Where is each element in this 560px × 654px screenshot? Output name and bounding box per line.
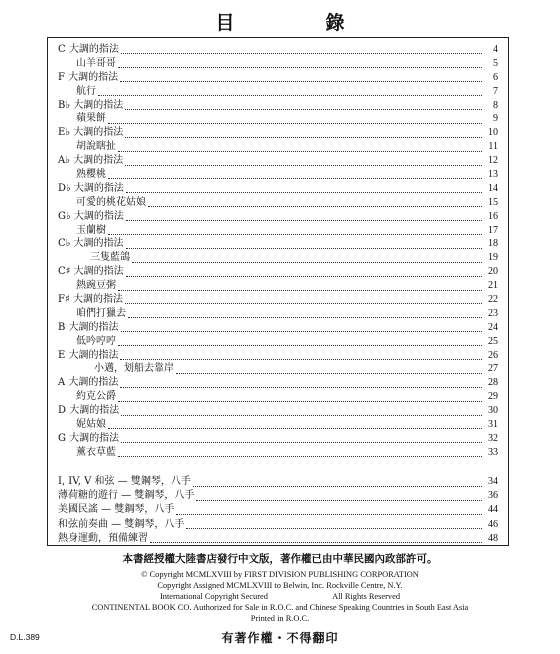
toc-entry-page: 10 [488, 127, 498, 139]
toc-entry [58, 126, 498, 140]
toc-entry-page: 7 [493, 85, 498, 97]
toc-entry-title: A 大調的指法 [58, 377, 119, 389]
toc-entry [58, 321, 498, 335]
toc-entry [58, 418, 498, 432]
dot-leader [120, 351, 482, 360]
dot-leader [126, 240, 482, 249]
dot-leader [128, 309, 482, 318]
toc-entry-title: G♭ 大調的指法 [58, 210, 124, 222]
toc-entry-page: 44 [488, 504, 498, 516]
toc-entry-page: 33 [488, 446, 498, 458]
dot-leader [118, 393, 482, 402]
toc-entry [58, 196, 498, 210]
dot-leader [126, 184, 482, 193]
toc-entry [58, 210, 498, 224]
dot-leader [121, 407, 482, 416]
dot-leader [121, 434, 482, 443]
toc-entry [58, 362, 498, 376]
toc-entry [58, 432, 498, 446]
toc-entry-title: 妮姑娘 [76, 419, 106, 431]
toc-entry-page: 20 [488, 266, 498, 278]
dot-leader [148, 198, 482, 207]
toc-entry-title: E 大調的指法 [58, 349, 119, 361]
toc-list [58, 43, 498, 460]
toc-entry-page: 8 [493, 99, 498, 111]
dot-leader [125, 129, 482, 138]
toc-entry-page: 12 [488, 155, 498, 167]
toc-entry [58, 140, 498, 154]
dot-leader [120, 379, 482, 388]
toc-entry [58, 112, 498, 126]
toc-entry [58, 85, 498, 99]
toc-entry-title: C♭ 大調的指法 [58, 238, 124, 250]
toc-entry-page: 27 [488, 363, 498, 375]
license-notice: 本書經授權大陸書店發行中文版，著作權已由中華民國內政部許可。 [122, 553, 438, 565]
dot-leader [121, 323, 482, 332]
toc-extra-list [58, 475, 498, 546]
toc-entry-page: 46 [488, 518, 498, 530]
toc-entry [58, 99, 498, 113]
all-rights-reserved: All Rights Reserved [332, 592, 401, 601]
toc-entry-page: 25 [488, 335, 498, 347]
toc-entry-title: F♯ 大調的指法 [58, 294, 123, 306]
dot-leader [108, 170, 482, 179]
dot-leader [118, 337, 482, 346]
toc-entry-title: B 大調的指法 [58, 321, 119, 333]
toc-entry-title: 航行 [76, 85, 96, 97]
toc-entry-title: D♭ 大調的指法 [58, 182, 124, 194]
dot-leader [98, 87, 482, 96]
dot-leader [118, 282, 482, 291]
toc-entry [58, 43, 498, 57]
toc-entry [58, 404, 498, 418]
toc-entry-title: 熱身運動，預備練習 [58, 532, 148, 544]
toc-entry [58, 518, 498, 532]
toc-entry-page: 21 [488, 280, 498, 292]
toc-entry-title: A♭ 大調的指法 [58, 155, 124, 167]
toc-entry [58, 251, 498, 265]
toc-entry-page: 5 [493, 57, 498, 69]
dot-leader [193, 478, 482, 487]
table-of-contents [47, 37, 509, 546]
toc-entry-page: 34 [488, 476, 498, 487]
dot-leader [196, 492, 482, 501]
toc-entry [58, 57, 498, 71]
toc-entry-page: 29 [488, 391, 498, 403]
dot-leader [118, 448, 482, 457]
toc-entry-title: 山羊哥哥 [76, 57, 116, 69]
dot-leader [108, 226, 482, 235]
toc-entry-page: 36 [488, 490, 498, 502]
toc-entry [58, 182, 498, 196]
dot-leader [125, 101, 482, 110]
toc-entry-title: 小邁，划船去靠岸 [94, 363, 174, 375]
copyright-assignment: Copyright Assigned MCMLXVIII to Belwin, Inc. Rockville Centre, N.Y. [157, 581, 403, 590]
toc-entry [58, 307, 498, 321]
toc-entry [58, 532, 498, 546]
dot-leader [125, 295, 482, 304]
toc-entry-title: C 大調的指法 [58, 44, 119, 55]
toc-entry-page: 26 [488, 349, 498, 361]
toc-entry-page: 48 [488, 532, 498, 544]
toc-entry [58, 489, 498, 503]
toc-entry-title: 三隻藍鴿 [90, 252, 130, 264]
toc-entry [58, 237, 498, 251]
dot-leader [118, 59, 482, 68]
dot-leader [120, 73, 482, 82]
toc-entry-title: D 大調的指法 [58, 405, 120, 417]
toc-entry-page: 18 [488, 238, 498, 250]
toc-entry-page: 22 [488, 294, 498, 306]
dot-leader [126, 268, 482, 277]
toc-entry-title: I, IV, V 和弦 — 雙鋼琴，八手 [58, 476, 191, 487]
distribution-notice: CONTINENTAL BOOK CO. Authorized for Sale in R.O.C. and Chinese Speaking Countries in South East Asia [91, 603, 469, 612]
international-copyright: International Copyright Secured [159, 592, 268, 601]
toc-entry [58, 390, 498, 404]
toc-entry-title: 低吟哼哼 [76, 335, 116, 347]
toc-entry [58, 279, 498, 293]
toc-entry-title: B♭ 大調的指法 [58, 99, 124, 111]
printed-in: Printed in R.O.C. [250, 614, 310, 623]
dot-leader [176, 506, 482, 515]
toc-entry [58, 265, 498, 279]
toc-entry-page: 16 [488, 210, 498, 222]
toc-entry-title: F 大調的指法 [58, 71, 119, 83]
toc-entry-title: 可愛的桃花姑娘 [76, 196, 146, 208]
dot-leader [108, 115, 482, 124]
toc-entry-page: 31 [488, 419, 498, 431]
copyright-line: © Copyright MCMLXVIII by FIRST DIVISION PUBLISHING CORPORATION [141, 570, 419, 579]
toc-entry [58, 335, 498, 349]
toc-entry [58, 475, 498, 489]
toc-entry-page: 11 [488, 141, 498, 153]
toc-entry-page: 17 [488, 224, 498, 236]
dot-leader [118, 143, 482, 152]
toc-entry [58, 71, 498, 85]
dot-leader [121, 45, 482, 54]
toc-entry-title: 咱們打獵去 [76, 307, 126, 319]
toc-entry-title: E♭ 大調的指法 [58, 127, 124, 139]
toc-entry-page: 6 [493, 71, 498, 83]
dot-leader [108, 420, 482, 429]
dot-leader [186, 520, 482, 529]
toc-entry-page: 9 [493, 113, 498, 125]
toc-entry-page: 15 [488, 196, 498, 208]
toc-entry-title: 和弦前奏曲 — 雙鋼琴，八手 [58, 518, 185, 530]
toc-entry-title: 蘋果餅 [76, 113, 106, 125]
copyright-secured [0, 592, 560, 603]
toc-entry-title: 薰衣草藍 [76, 446, 116, 458]
toc-entry [58, 503, 498, 517]
toc-entry-page: 30 [488, 405, 498, 417]
toc-entry-title: 薄荷糖的遊行 — 雙鋼琴，八手 [58, 490, 195, 502]
toc-entry [58, 446, 498, 460]
toc-entry-title: 約克公爵 [76, 391, 116, 403]
rights-notice: 有著作權・不得翻印 [221, 631, 339, 645]
toc-entry-title: 熟櫻桃 [76, 169, 106, 181]
toc-entry [58, 168, 498, 182]
toc-entry-page: 4 [493, 44, 498, 55]
toc-entry-title: 胡說瞎扯 [76, 141, 116, 153]
toc-entry-title: G 大調的指法 [58, 432, 120, 444]
toc-entry-page: 19 [488, 252, 498, 264]
catalog-code: D.L.389 [10, 632, 40, 642]
toc-entry-page: 14 [488, 182, 498, 194]
toc-entry [58, 293, 498, 307]
toc-entry-page: 24 [488, 321, 498, 333]
dot-leader [150, 534, 482, 543]
toc-entry [58, 349, 498, 363]
toc-entry-title: C♯ 大調的指法 [58, 266, 124, 278]
page-title: 目 錄 [215, 12, 381, 34]
toc-entry-page: 32 [488, 432, 498, 444]
toc-entry [58, 224, 498, 238]
toc-entry [58, 376, 498, 390]
toc-entry-page: 23 [488, 307, 498, 319]
dot-leader [125, 157, 482, 166]
dot-leader [176, 365, 482, 374]
dot-leader [126, 212, 482, 221]
dot-leader [132, 254, 482, 263]
toc-entry-title: 玉蘭樹 [76, 224, 106, 236]
toc-entry-page: 28 [488, 377, 498, 389]
toc-entry-title: 熱豌豆粥 [76, 280, 116, 292]
toc-entry-title: 美國民謠 — 雙鋼琴，八手 [58, 504, 175, 516]
toc-entry-page: 13 [488, 169, 498, 181]
toc-entry [58, 154, 498, 168]
